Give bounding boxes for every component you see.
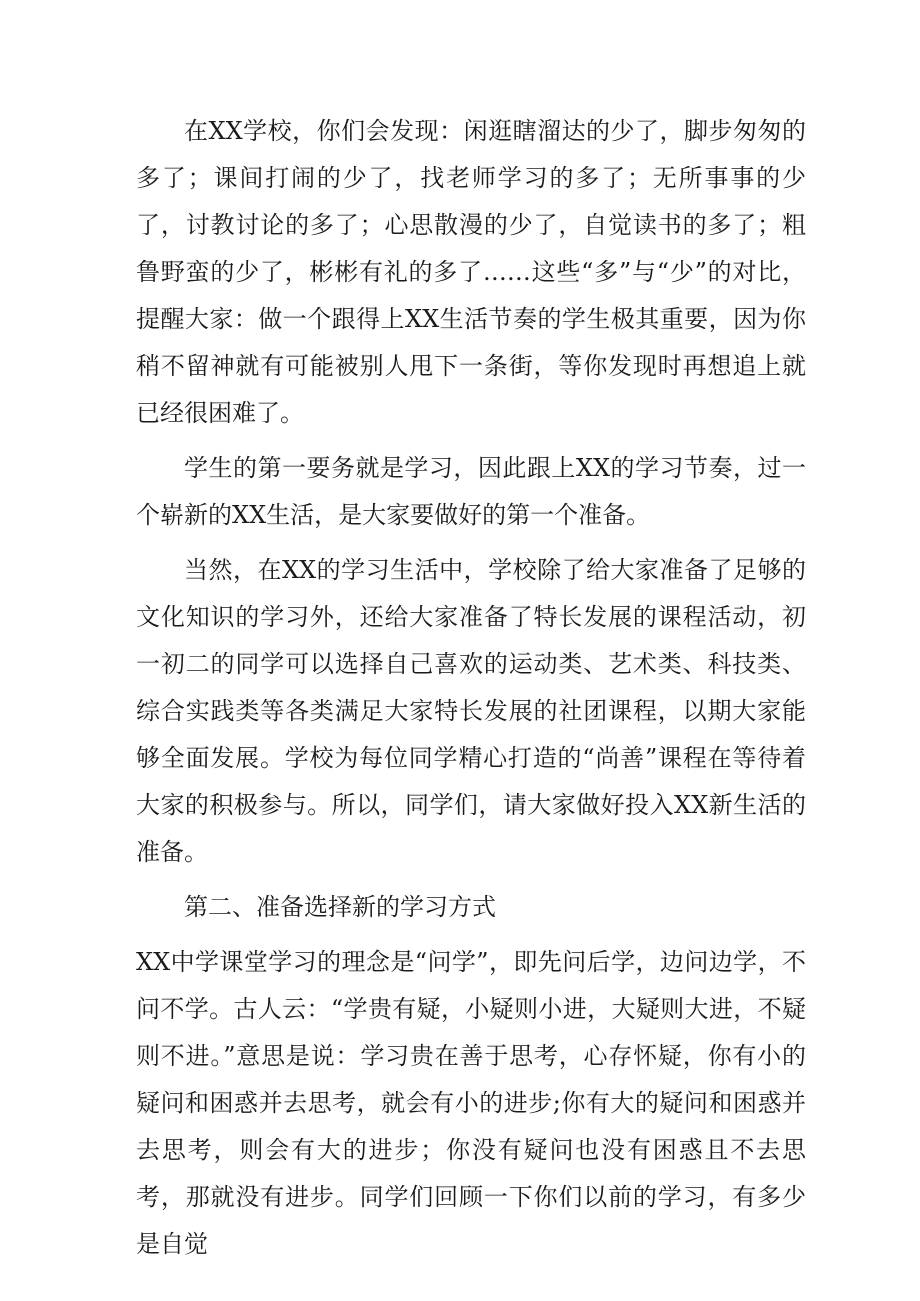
section-heading-second: 第二、准备选择新的学习方式 — [184, 893, 496, 921]
paragraph-comparison: 在XX学校，你们会发现：闲逛瞎溜达的少了，脚步匆匆的多了；课间打闹的少了，找老师学习的多了；无所事事的少了，讨教讨论的多了；心思散漫的少了，自觉读书的多了；粗鲁野蛮的少了，彬彬有礼的多了……这些“多”与“少”的对比，提醒大家：做一个跟得上XX生活节奏的学生极其重要，因为你稍不留神就有可能被别人甩下一条街，等你发现时再想追上就已经很困难了。 — [136, 117, 806, 427]
paragraph-activities: 当然，在XX的学习生活中，学校除了给大家准备了足够的文化知识的学习外，还给大家准备了特长发展的课程活动，初一初二的同学可以选择自己喜欢的运动类、艺术类、科技类、综合实践类等各类满足大家特长发展的社团课程，以期大家能够全面发展。学校为每位同学精心打造的“尚善”课程在等待着大家的积极参与。所以，同学们，请大家做好投入XX新生活的准备。 — [136, 556, 806, 866]
paragraph-first-task: 学生的第一要务就是学习，因此跟上XX的学习节奏，过一个崭新的XX生活，是大家要做好的第一个准备。 — [136, 454, 806, 529]
paragraph-learning-method: XX中学课堂学习的理念是“问学”，即先问后学，边问边学，不问不学。古人云：“学贵有疑，小疑则小进，大疑则大进，不疑则不进。”意思是说：学习贵在善于思考，心存怀疑，你有小的疑问和困惑并去思考，就会有小的进步;你有大的疑问和困惑并去思考，则会有大的进步；你没有疑问也没有困惑且不去思考，那就没有进步。同学们回顾一下你们以前的学习，有多少是自觉 — [136, 948, 806, 1258]
document-body — [136, 108, 806, 1276]
